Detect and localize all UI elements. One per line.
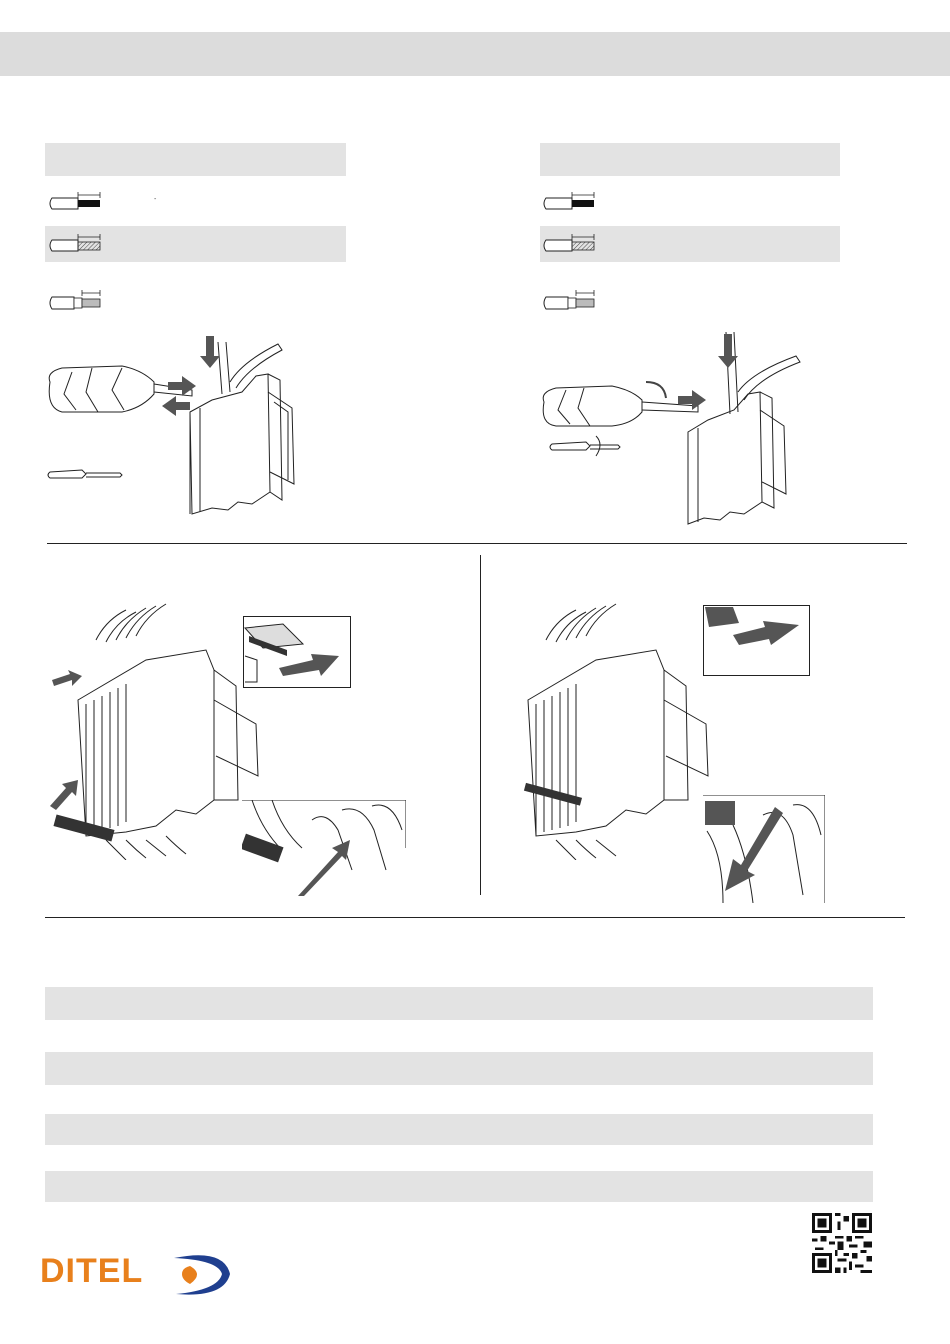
column-divider bbox=[480, 555, 481, 895]
wire-solid-icon bbox=[48, 192, 104, 212]
bridge-removal-illustration bbox=[522, 600, 722, 860]
wire-ferrule-icon bbox=[48, 290, 104, 312]
stray-mark: - bbox=[154, 196, 157, 203]
table-band bbox=[45, 1052, 873, 1085]
section-divider bbox=[45, 917, 905, 918]
ditel-logo bbox=[40, 1250, 240, 1300]
bridge-detail-bottom bbox=[242, 800, 406, 896]
right-wire-title-band bbox=[540, 143, 840, 176]
removal-detail-bottom bbox=[703, 795, 825, 903]
table-band bbox=[45, 1114, 873, 1145]
qr-code-icon bbox=[812, 1213, 872, 1273]
table-band bbox=[45, 987, 873, 1020]
left-wire-title-band bbox=[45, 143, 346, 176]
screw-terminal-insertion-illustration bbox=[538, 332, 808, 532]
spring-terminal-insertion-illustration bbox=[42, 332, 312, 522]
logo-swoosh-icon bbox=[168, 1250, 234, 1300]
bridge-detail-top bbox=[243, 616, 351, 688]
table-band bbox=[45, 1171, 873, 1202]
wire-stranded-icon bbox=[542, 234, 598, 254]
section-divider bbox=[47, 543, 907, 544]
removal-detail-top bbox=[703, 605, 810, 676]
wire-solid-icon bbox=[542, 192, 598, 212]
wire-stranded-icon bbox=[48, 234, 104, 254]
wire-ferrule-icon bbox=[542, 290, 598, 312]
bridge-insertion-illustration bbox=[46, 600, 261, 860]
logo-text: DITEL bbox=[40, 1252, 144, 1290]
header-band bbox=[0, 32, 950, 76]
